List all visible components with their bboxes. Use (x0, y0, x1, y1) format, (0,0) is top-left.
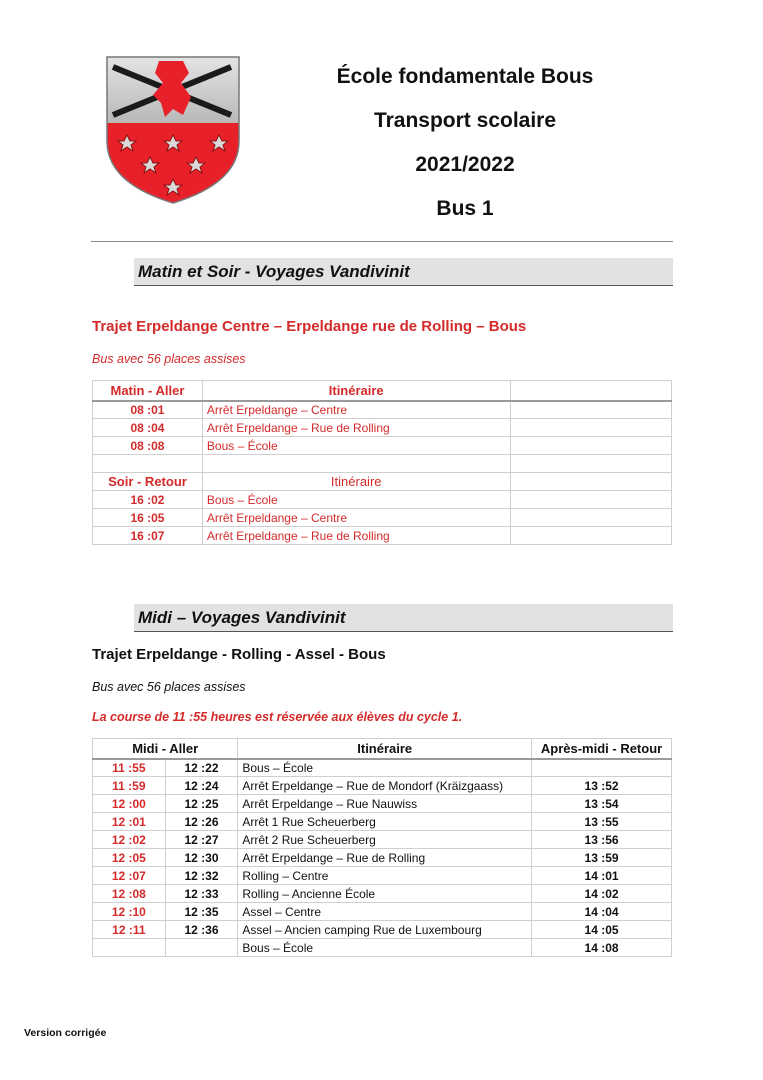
empty-cell (510, 419, 671, 437)
stop-cell: Arrêt Erpeldange – Rue de Rolling (238, 849, 532, 867)
second-departure-time: 12 :25 (165, 795, 238, 813)
stop-cell: Assel – Centre (238, 903, 532, 921)
first-departure-time: 12 :11 (93, 921, 166, 939)
return-time: 13 :52 (532, 777, 672, 795)
table-row (93, 831, 672, 849)
column-header-route: Itinéraire (202, 473, 510, 491)
first-departure-time: 11 :59 (93, 777, 166, 795)
second-departure-time: 12 :30 (165, 849, 238, 867)
table-row (93, 921, 672, 939)
second-departure-time: 12 :35 (165, 903, 238, 921)
second-departure-time (165, 939, 238, 957)
time-cell: 08 :08 (93, 437, 203, 455)
stop-cell: Bous – École (238, 759, 532, 777)
table-row (93, 903, 672, 921)
second-departure-time: 12 :36 (165, 921, 238, 939)
stop-cell: Bous – École (238, 939, 532, 957)
empty-cell (510, 509, 671, 527)
first-departure-time: 12 :05 (93, 849, 166, 867)
first-departure-time: 12 :01 (93, 813, 166, 831)
table-row (93, 759, 672, 777)
section-title: Matin et Soir - Voyages Vandivinit (138, 262, 410, 281)
route-title-matin-soir: Trajet Erpeldange Centre – Erpeldange rue de Rolling – Bous (92, 318, 527, 335)
second-departure-time: 12 :32 (165, 867, 238, 885)
school-year: 2021/2022 (415, 153, 515, 176)
stop-cell: Rolling – Centre (238, 867, 532, 885)
return-time: 13 :56 (532, 831, 672, 849)
table-header-row (93, 739, 672, 759)
return-time: 14 :01 (532, 867, 672, 885)
table-row (93, 419, 672, 437)
stop-cell: Arrêt Erpeldange – Centre (202, 509, 510, 527)
first-departure-time: 11 :55 (93, 759, 166, 777)
return-time (532, 759, 672, 777)
section-heading-matin-soir (134, 258, 673, 286)
column-header-aller: Midi - Aller (93, 739, 238, 759)
empty-cell (510, 527, 671, 545)
second-departure-time: 12 :33 (165, 885, 238, 903)
table-row (93, 813, 672, 831)
column-header-time: Soir - Retour (93, 473, 203, 491)
time-cell: 08 :01 (93, 401, 203, 419)
empty-cell (510, 437, 671, 455)
first-departure-time: 12 :00 (93, 795, 166, 813)
table-row (93, 437, 672, 455)
table-row (93, 867, 672, 885)
stop-cell: Arrêt Erpeldange – Centre (202, 401, 510, 419)
bus-capacity-note: Bus avec 56 places assises (92, 352, 246, 366)
return-time: 13 :54 (532, 795, 672, 813)
first-departure-time: 12 :10 (93, 903, 166, 921)
route-title-midi: Trajet Erpeldange - Rolling - Assel - Bous (92, 646, 386, 663)
table-row (93, 509, 672, 527)
stop-cell: Assel – Ancien camping Rue de Luxembourg (238, 921, 532, 939)
column-header-empty (510, 381, 671, 401)
stop-cell: Arrêt Erpeldange – Rue de Rolling (202, 527, 510, 545)
empty-cell (202, 455, 510, 473)
empty-cell (510, 473, 671, 491)
stop-cell: Arrêt 1 Rue Scheuerberg (238, 813, 532, 831)
table-row (93, 777, 672, 795)
schedule-table-matin-soir (92, 380, 672, 545)
table-row (93, 527, 672, 545)
return-time: 14 :04 (532, 903, 672, 921)
coat-of-arms-icon (103, 53, 243, 205)
time-cell: 08 :04 (93, 419, 203, 437)
stop-cell: Arrêt Erpeldange – Rue de Mondorf (Kräizgaass) (238, 777, 532, 795)
header-divider (91, 241, 673, 242)
column-header-route: Itinéraire (202, 381, 510, 401)
empty-cell (93, 455, 203, 473)
time-cell: 16 :07 (93, 527, 203, 545)
stop-cell: Arrêt Erpeldange – Rue de Rolling (202, 419, 510, 437)
table-row (93, 401, 672, 419)
table-row (93, 491, 672, 509)
empty-cell (510, 455, 671, 473)
return-time: 13 :55 (532, 813, 672, 831)
second-departure-time: 12 :22 (165, 759, 238, 777)
time-cell: 16 :02 (93, 491, 203, 509)
stop-cell: Rolling – Ancienne École (238, 885, 532, 903)
section-title: Midi – Voyages Vandivinit (138, 608, 346, 627)
table-row (93, 939, 672, 957)
return-time: 14 :05 (532, 921, 672, 939)
table-header-row (93, 381, 672, 401)
second-departure-time: 12 :27 (165, 831, 238, 849)
version-note: Version corrigée (24, 1027, 107, 1039)
school-name: École fondamentale Bous (336, 65, 594, 88)
table-subheader-row (93, 473, 672, 491)
first-departure-time (93, 939, 166, 957)
first-departure-time: 12 :07 (93, 867, 166, 885)
column-header-retour: Après-midi - Retour (532, 739, 672, 759)
table-row (93, 795, 672, 813)
schedule-table-midi (92, 738, 672, 957)
second-departure-time: 12 :24 (165, 777, 238, 795)
stop-cell: Arrêt Erpeldange – Rue Nauwiss (238, 795, 532, 813)
table-row (93, 885, 672, 903)
return-time: 13 :59 (532, 849, 672, 867)
second-departure-time: 12 :26 (165, 813, 238, 831)
bus-number: Bus 1 (436, 197, 494, 220)
time-cell: 16 :05 (93, 509, 203, 527)
first-departure-time: 12 :08 (93, 885, 166, 903)
return-time: 14 :08 (532, 939, 672, 957)
empty-cell (510, 491, 671, 509)
empty-cell (510, 401, 671, 419)
cycle1-notice: La course de 11 :55 heures est réservée aux élèves du cycle 1. (92, 710, 463, 724)
section-heading-midi (134, 604, 673, 632)
column-header-time: Matin - Aller (93, 381, 203, 401)
stop-cell: Arrêt 2 Rue Scheuerberg (238, 831, 532, 849)
table-row (93, 849, 672, 867)
return-time: 14 :02 (532, 885, 672, 903)
stop-cell: Bous – École (202, 437, 510, 455)
bus-capacity-note: Bus avec 56 places assises (92, 680, 246, 694)
table-row-spacer (93, 455, 672, 473)
stop-cell: Bous – École (202, 491, 510, 509)
first-departure-time: 12 :02 (93, 831, 166, 849)
title-block (310, 55, 620, 231)
document-subtitle: Transport scolaire (373, 109, 557, 132)
column-header-route: Itinéraire (238, 739, 532, 759)
